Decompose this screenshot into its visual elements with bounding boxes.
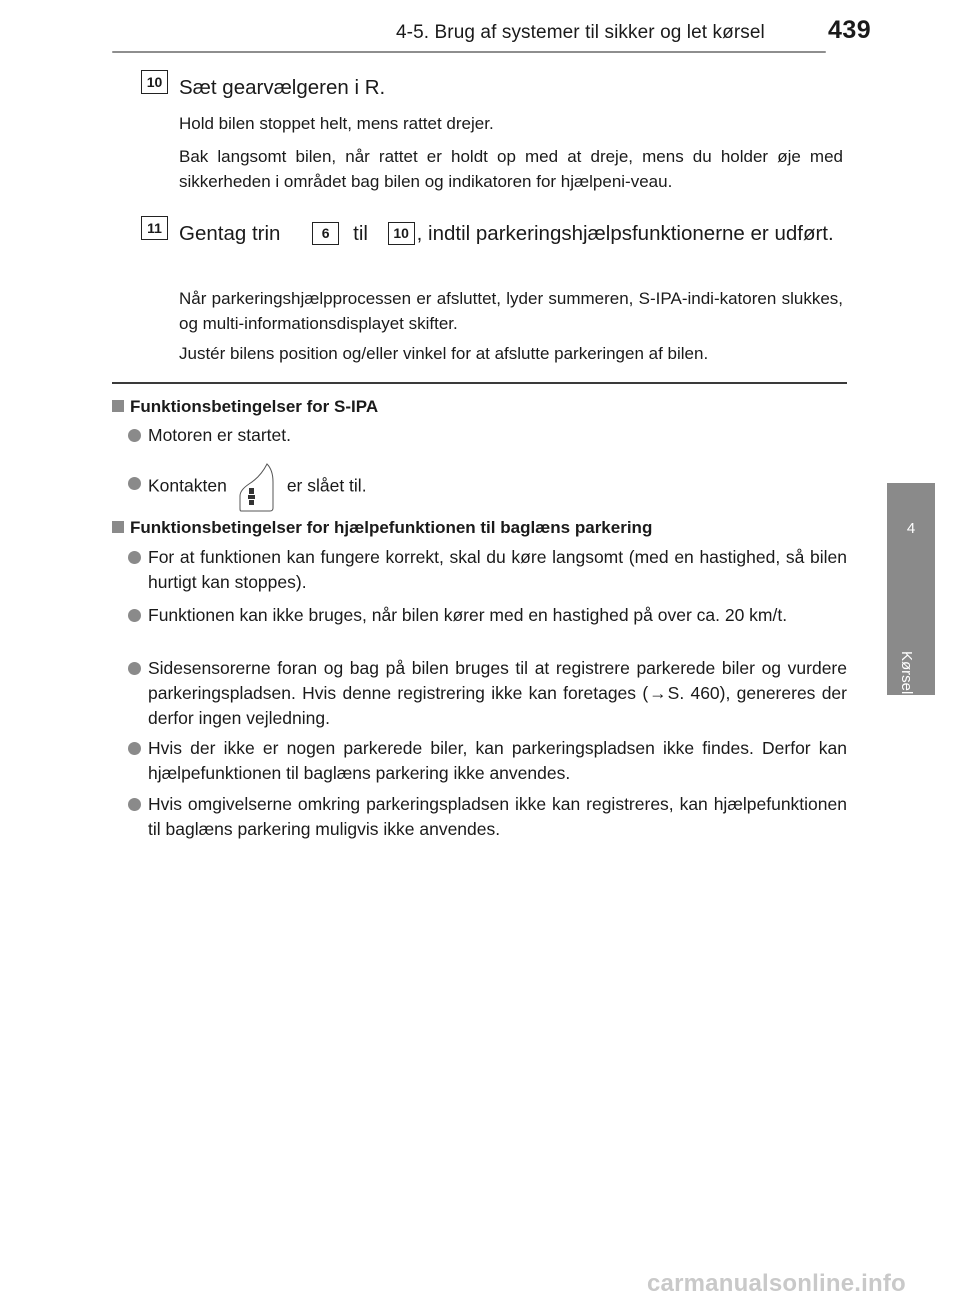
power-switch-icon: [237, 462, 279, 512]
bullet-dot-icon: [128, 662, 141, 675]
chapter-header: 4-5. Brug af systemer til sikker og let kørsel: [396, 22, 765, 43]
side-tab-number: 4: [906, 520, 916, 537]
step-heading-text: Gentag trin: [179, 222, 281, 245]
step-ref-badge-10: 10: [388, 222, 415, 245]
page-number: 439: [828, 16, 872, 44]
section-heading-text: Funktionsbetingelser for hjælpefunktionen til baglæns parkering: [130, 518, 653, 537]
step-paragraph: Bak langsomt bilen, når rattet er holdt op med at dreje, mens du holder øje med sikkerheden i området bag bilen og indikatoren for hjælpeni-veau.: [179, 147, 843, 191]
list-item-text-part: er slået til.: [286, 475, 367, 496]
bullet-dot-icon: [128, 477, 141, 490]
header-rule: [112, 51, 826, 53]
list-item-text: Hvis omgivelserne omkring parkeringspladsen ikke kan registreres, kan hjælpefunktionen til baglæns parkering muligvis ikke anvendes.: [148, 794, 847, 839]
list-item: [128, 545, 847, 595]
step-heading: Sæt gearvælgeren i R.: [179, 76, 386, 99]
bullet-dot-icon: [128, 429, 141, 442]
list-item-text-part[interactable]: S. 460), genereres der derfor ingen vejledning.: [148, 683, 847, 728]
list-item-text: Funktionen kan ikke bruges, når bilen kører med en hastighed på over ca. 20 km/t.: [148, 605, 788, 625]
bullet-dot-icon: [128, 551, 141, 564]
section-heading: [112, 397, 378, 417]
step-heading-text: til: [353, 222, 368, 245]
step-badge-10: 10: [141, 70, 168, 94]
list-item-text: [148, 656, 847, 731]
bullet-dot-icon: [128, 742, 141, 755]
list-item-text-part: Kontakten: [148, 475, 227, 496]
square-bullet-icon: [112, 400, 124, 412]
step-heading-text: , indtil parkeringshjælpsfunktionerne er udført.: [416, 222, 834, 245]
watermark: carmanualsonline.info: [647, 1270, 906, 1297]
step-paragraph: Justér bilens position og/eller vinkel for at afslutte parkeringen af bilen.: [179, 344, 709, 363]
list-item: [128, 736, 847, 786]
bullet-dot-icon: [128, 609, 141, 622]
list-item-text: For at funktionen kan fungere korrekt, skal du køre langsomt (med en hastighed, så bilen hurtigt kan stoppes).: [148, 547, 847, 592]
list-item-text: Hvis der ikke er nogen parkerede biler, kan parkeringspladsen ikke findes. Derfor kan hjælpefunktionen til baglæns parkering ikke anvendes.: [148, 738, 847, 783]
side-tab-label: Kørsel: [898, 651, 915, 695]
list-item: [128, 423, 847, 448]
list-item: [128, 792, 847, 842]
section-heading: [112, 518, 652, 538]
list-item: [128, 656, 847, 731]
list-item-text: Motoren er startet.: [148, 425, 291, 445]
square-bullet-icon: [112, 521, 124, 533]
chapter-side-tab[interactable]: [887, 483, 935, 695]
step-paragraph: Hold bilen stoppet helt, mens rattet drejer.: [179, 114, 494, 133]
list-item: [128, 603, 847, 628]
step-paragraph: Når parkeringshjælpprocessen er afsluttet, lyder summeren, S-IPA-indi-katoren slukkes, og multi-informationsdisplayet skifter.: [179, 289, 843, 333]
section-heading-text: Funktionsbetingelser for S-IPA: [130, 397, 379, 416]
bullet-dot-icon: [128, 798, 141, 811]
section-divider: [112, 382, 847, 384]
step-ref-badge-6: 6: [312, 222, 339, 245]
step-heading: [179, 218, 843, 249]
list-item-text: [148, 462, 847, 512]
arrow-icon: →: [649, 683, 667, 703]
list-item: [128, 462, 847, 512]
list-item-text-part: Sidesensorerne foran og bag på bilen bruges til at registrere parkerede biler og vurdere parkeringspladsen. Hvis denne registrering ikke kan foretages (: [148, 658, 847, 703]
step-badge-11: 11: [141, 216, 168, 240]
